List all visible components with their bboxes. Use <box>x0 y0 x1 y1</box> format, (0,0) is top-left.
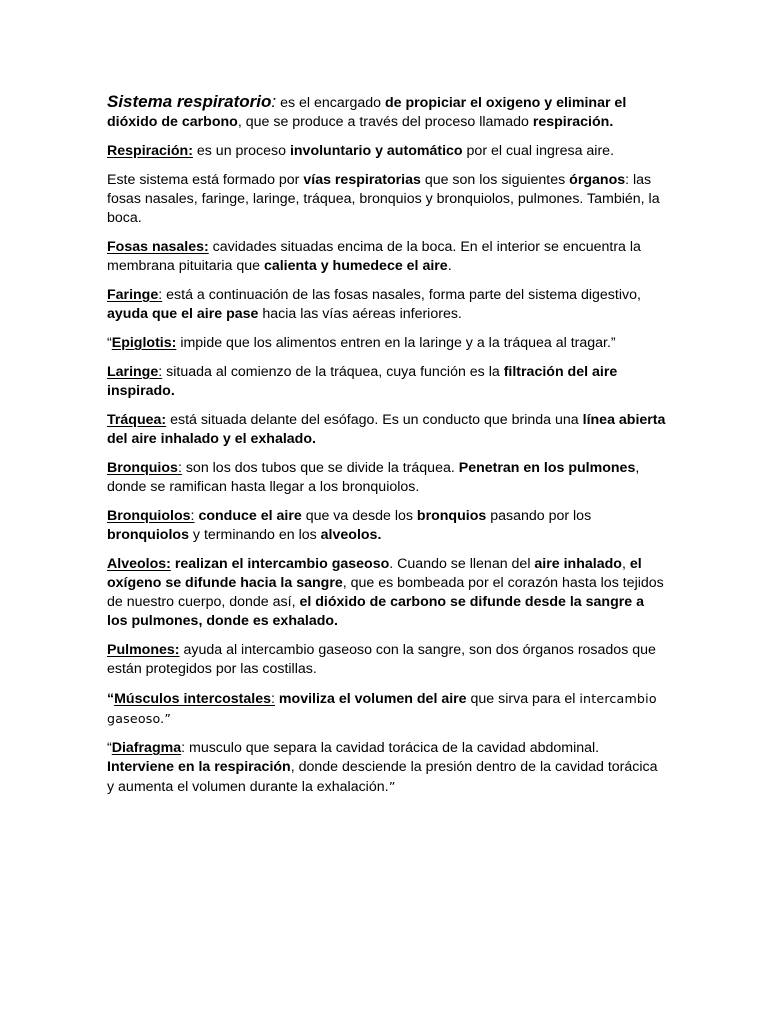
text-run: de propiciar el oxigeno y eliminar el dióxido de carbono <box>107 95 627 130</box>
text-run: , que es bombeada por el corazón hasta los tejidos de nuestro cuerpo, donde así, <box>107 575 664 610</box>
text-run: hacia las vías aéreas inferiores. <box>258 306 462 322</box>
text-run: , donde se ramifican hasta llegar a los bronquiolos. <box>107 460 640 495</box>
text-run: Alveolos: <box>107 556 171 572</box>
text-run: . Cuando se llenan del <box>389 556 535 572</box>
text-run: moviliza el volumen del aire <box>278 691 467 707</box>
text-run: , que se produce a través del proceso llamado <box>237 114 533 130</box>
paragraph <box>107 171 667 228</box>
text-run: que son los siguientes <box>420 172 570 188</box>
text-run: : <box>158 364 163 380</box>
text-run: : musculo que separa la cavidad torácica de la cavidad abdominal. <box>181 740 600 756</box>
text-run: por el cual ingresa aire. <box>462 143 615 159</box>
text-run: Diafragma <box>111 740 182 756</box>
text-run: Pulmones: <box>107 642 180 658</box>
text-run: “ <box>107 691 115 707</box>
text-run: y terminando en los <box>188 527 321 543</box>
paragraph <box>107 641 667 679</box>
paragraph <box>107 334 667 353</box>
text-run: Tráquea: <box>107 412 167 428</box>
text-run: es el encargado <box>276 95 385 111</box>
text-run: Fosas nasales: <box>107 239 209 255</box>
text-run: : <box>190 508 195 524</box>
text-run: : las fosas nasales, faringe, laringe, tráquea, bronquios y bronquiolos, pulmones. También, la boca. <box>107 172 660 226</box>
text-run: impide que los alimentos entren en la laringe y a la tráquea al tragar.” <box>176 335 616 351</box>
text-run: Penetran en los pulmones <box>458 460 636 476</box>
text-run: calienta y humedece el aire <box>263 258 448 274</box>
text-run: Bronquios <box>107 460 178 476</box>
text-run: Epiglotis: <box>111 335 177 351</box>
text-run: alveolos. <box>320 527 382 543</box>
text-run: : <box>177 460 182 476</box>
text-run: : <box>158 287 163 303</box>
text-run: respiración. <box>532 114 614 130</box>
text-run: : <box>271 691 275 707</box>
document-title: Sistema respiratorio <box>107 92 272 111</box>
text-run: situada al comienzo de la tráquea, cuya función es la <box>162 364 504 380</box>
text-run: involuntario y automático <box>289 143 463 159</box>
text-run: “ <box>107 335 112 351</box>
paragraph <box>107 363 667 401</box>
text-run: , <box>621 556 630 572</box>
text-run: filtración del aire inspirado. <box>107 364 618 399</box>
text-run: que va desde los <box>301 508 417 524</box>
text-run: bronquios <box>416 508 487 524</box>
text-run: Laringe <box>107 364 159 380</box>
document-body <box>107 92 667 807</box>
text-run: ayuda que el aire pase <box>107 306 259 322</box>
text-run: está a continuación de las fosas nasales, forma parte del sistema digestivo, <box>162 287 641 303</box>
text-run: Interviene en la respiración <box>107 759 291 775</box>
text-run: el dióxido de carbono se difunde desde la sangre a los pulmones, donde es exhalado. <box>107 594 644 629</box>
text-run: intercambio gaseoso.” <box>107 691 657 726</box>
text-run: realizan el intercambio gaseoso <box>174 556 390 572</box>
text-run: Este sistema está formado por <box>107 172 304 188</box>
text-run: .” <box>384 779 396 794</box>
text-run: bronquiolos <box>107 527 189 543</box>
paragraph <box>107 92 667 132</box>
paragraph <box>107 142 667 161</box>
text-run: que sirva para el <box>466 691 580 707</box>
text-run: conduce el aire <box>198 508 302 524</box>
text-run: el oxígeno se difunde hacia la sangre <box>107 556 642 591</box>
text-run: es un proceso <box>192 143 290 159</box>
text-run: Faringe <box>107 287 159 303</box>
text-run: línea abierta del aire inhalado y el exhalado. <box>107 412 666 447</box>
text-run: ayuda al intercambio gaseoso con la sangre, son dos órganos rosados que están protegidos por las costillas. <box>107 642 656 677</box>
text-run: , donde desciende la presión dentro de la cavidad torácica y aumenta el volumen durante la exhalación <box>107 759 658 795</box>
paragraph <box>107 411 667 449</box>
text-run: cavidades situadas encima de la boca. En el interior se encuentra la membrana pituitaria que <box>107 239 641 274</box>
text-run: Músculos intercostales <box>114 691 271 707</box>
paragraph <box>107 238 667 276</box>
text-run: está situada delante del esófago. Es un conducto que brinda una <box>166 412 583 428</box>
text-run: vías respiratorias <box>303 172 421 188</box>
text-run: : <box>271 92 277 111</box>
text-run: aire inhalado <box>534 556 622 572</box>
paragraph <box>107 689 667 729</box>
text-run: órganos <box>569 172 626 188</box>
paragraph <box>107 739 667 797</box>
text-run: Bronquiolos <box>107 508 191 524</box>
paragraph <box>107 286 667 324</box>
text-run: “ <box>107 740 112 756</box>
paragraph <box>107 507 667 545</box>
text-run: son los dos tubos que se divide la tráquea. <box>181 460 459 476</box>
paragraph <box>107 555 667 631</box>
text-run: . <box>447 258 452 274</box>
paragraph <box>107 459 667 497</box>
text-run: Respiración: <box>107 143 193 159</box>
text-run: pasando por los <box>486 508 592 524</box>
